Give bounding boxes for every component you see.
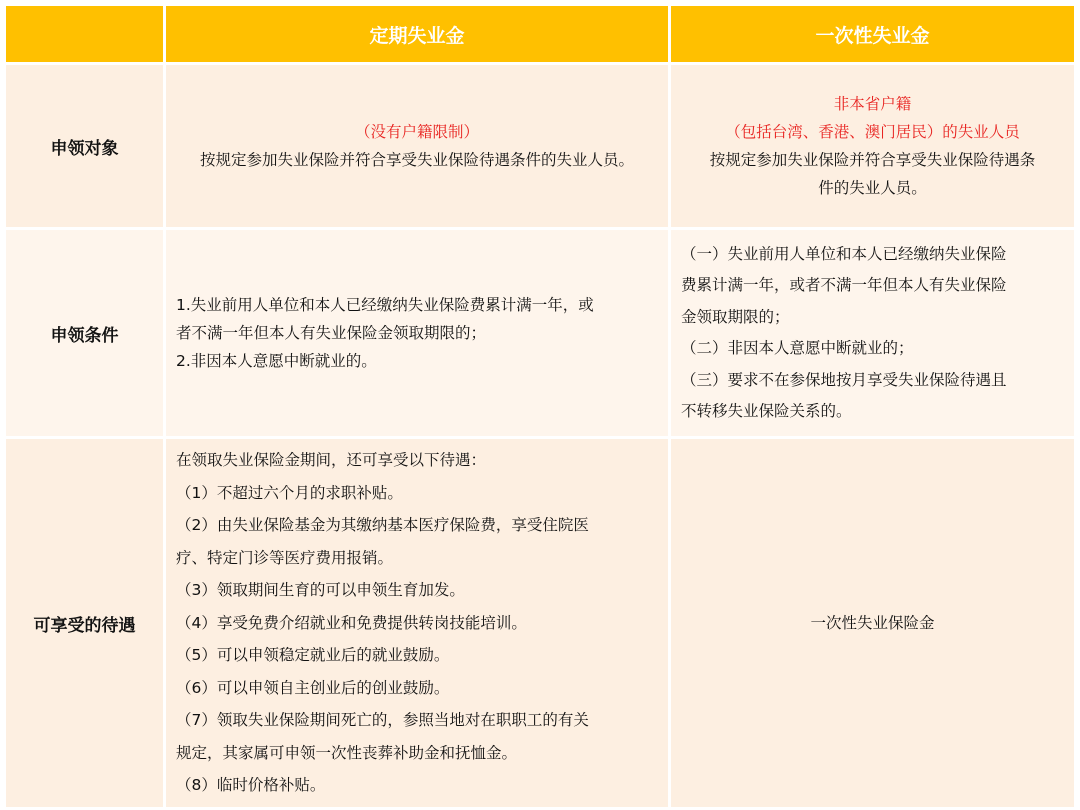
cell-line: （2）由失业保险基金为其缴纳基本医疗保险费，享受住院医 <box>176 516 589 535</box>
header-corner-cell <box>6 6 163 62</box>
highlight-text: （包括台湾、香港、澳门居民）的失业人员 <box>725 123 1020 141</box>
header-lump-sum-benefit-label: 一次性失业金 <box>815 24 930 47</box>
cell-line: （6）可以申领自主创业后的创业鼓励。 <box>176 678 450 697</box>
cell-line: （5）可以申领稳定就业后的就业鼓励。 <box>176 646 450 665</box>
cell-line: （3）领取期间生育的可以申领生育加发。 <box>176 581 465 600</box>
header-regular-benefit <box>166 6 668 62</box>
highlight-text: 非本省户籍 <box>833 95 912 113</box>
comparison-table <box>6 6 1074 804</box>
cell-line: 金领取期限的； <box>681 307 790 326</box>
cell-text: 按规定参加失业保险并符合享受失业保险待遇条件的失业人员。 <box>199 151 634 169</box>
row-label-text: 可享受的待遇 <box>33 615 136 636</box>
header-regular-benefit-label: 定期失业金 <box>369 24 465 47</box>
row-label-text: 申领对象 <box>50 138 119 159</box>
cell-line: 者不满一年但本人有失业保险金领取期限的； <box>176 324 487 342</box>
cell-line: 在领取失业保险金期间，还可享受以下待遇： <box>176 451 487 470</box>
cell-line: （一）失业前用人单位和本人已经缴纳失业保险 <box>681 244 1007 263</box>
cell-line: （4）享受免费介绍就业和免费提供转岗技能培训。 <box>176 613 527 632</box>
cell-applicants-regular <box>166 65 668 227</box>
header-lump-sum-benefit <box>671 6 1074 62</box>
cell-conditions-regular <box>166 230 668 436</box>
highlight-text: （没有户籍限制） <box>354 123 479 141</box>
cell-line: 2.非因本人意愿中断就业的。 <box>176 352 377 370</box>
cell-line: （二）非因本人意愿中断就业的； <box>681 339 914 357</box>
cell-applicants-lump-sum <box>671 65 1074 227</box>
cell-line: 1.失业前用人单位和本人已经缴纳失业保险费累计满一年，或 <box>176 296 594 314</box>
cell-line: 疗、特定门诊等医疗费用报销。 <box>176 548 394 567</box>
cell-line: 不转移失业保险关系的。 <box>681 402 852 420</box>
cell-line: （8）临时价格补贴。 <box>176 776 326 795</box>
cell-text: 按规定参加失业保险并符合享受失业保险待遇条 <box>709 151 1036 169</box>
row-label-conditions <box>6 230 163 436</box>
cell-benefits-lump-sum <box>671 439 1074 807</box>
cell-text: 一次性失业保险金 <box>810 614 935 632</box>
cell-line: （1）不超过六个月的求职补贴。 <box>176 483 403 502</box>
cell-benefits-regular <box>166 439 668 807</box>
row-label-text: 申领条件 <box>50 325 119 346</box>
row-label-applicants <box>6 65 163 227</box>
row-label-benefits <box>6 439 163 807</box>
cell-line: 规定，其家属可申领一次性丧葬补助金和抚恤金。 <box>176 743 518 762</box>
cell-conditions-lump-sum <box>671 230 1074 436</box>
cell-line: 费累计满一年，或者不满一年但本人有失业保险 <box>681 276 1007 294</box>
cell-text: 件的失业人员。 <box>818 179 927 197</box>
cell-line: （7）领取失业保险期间死亡的，参照当地对在职职工的有关 <box>176 711 589 730</box>
cell-line: （三）要求不在参保地按月享受失业保险待遇且 <box>681 370 1007 389</box>
